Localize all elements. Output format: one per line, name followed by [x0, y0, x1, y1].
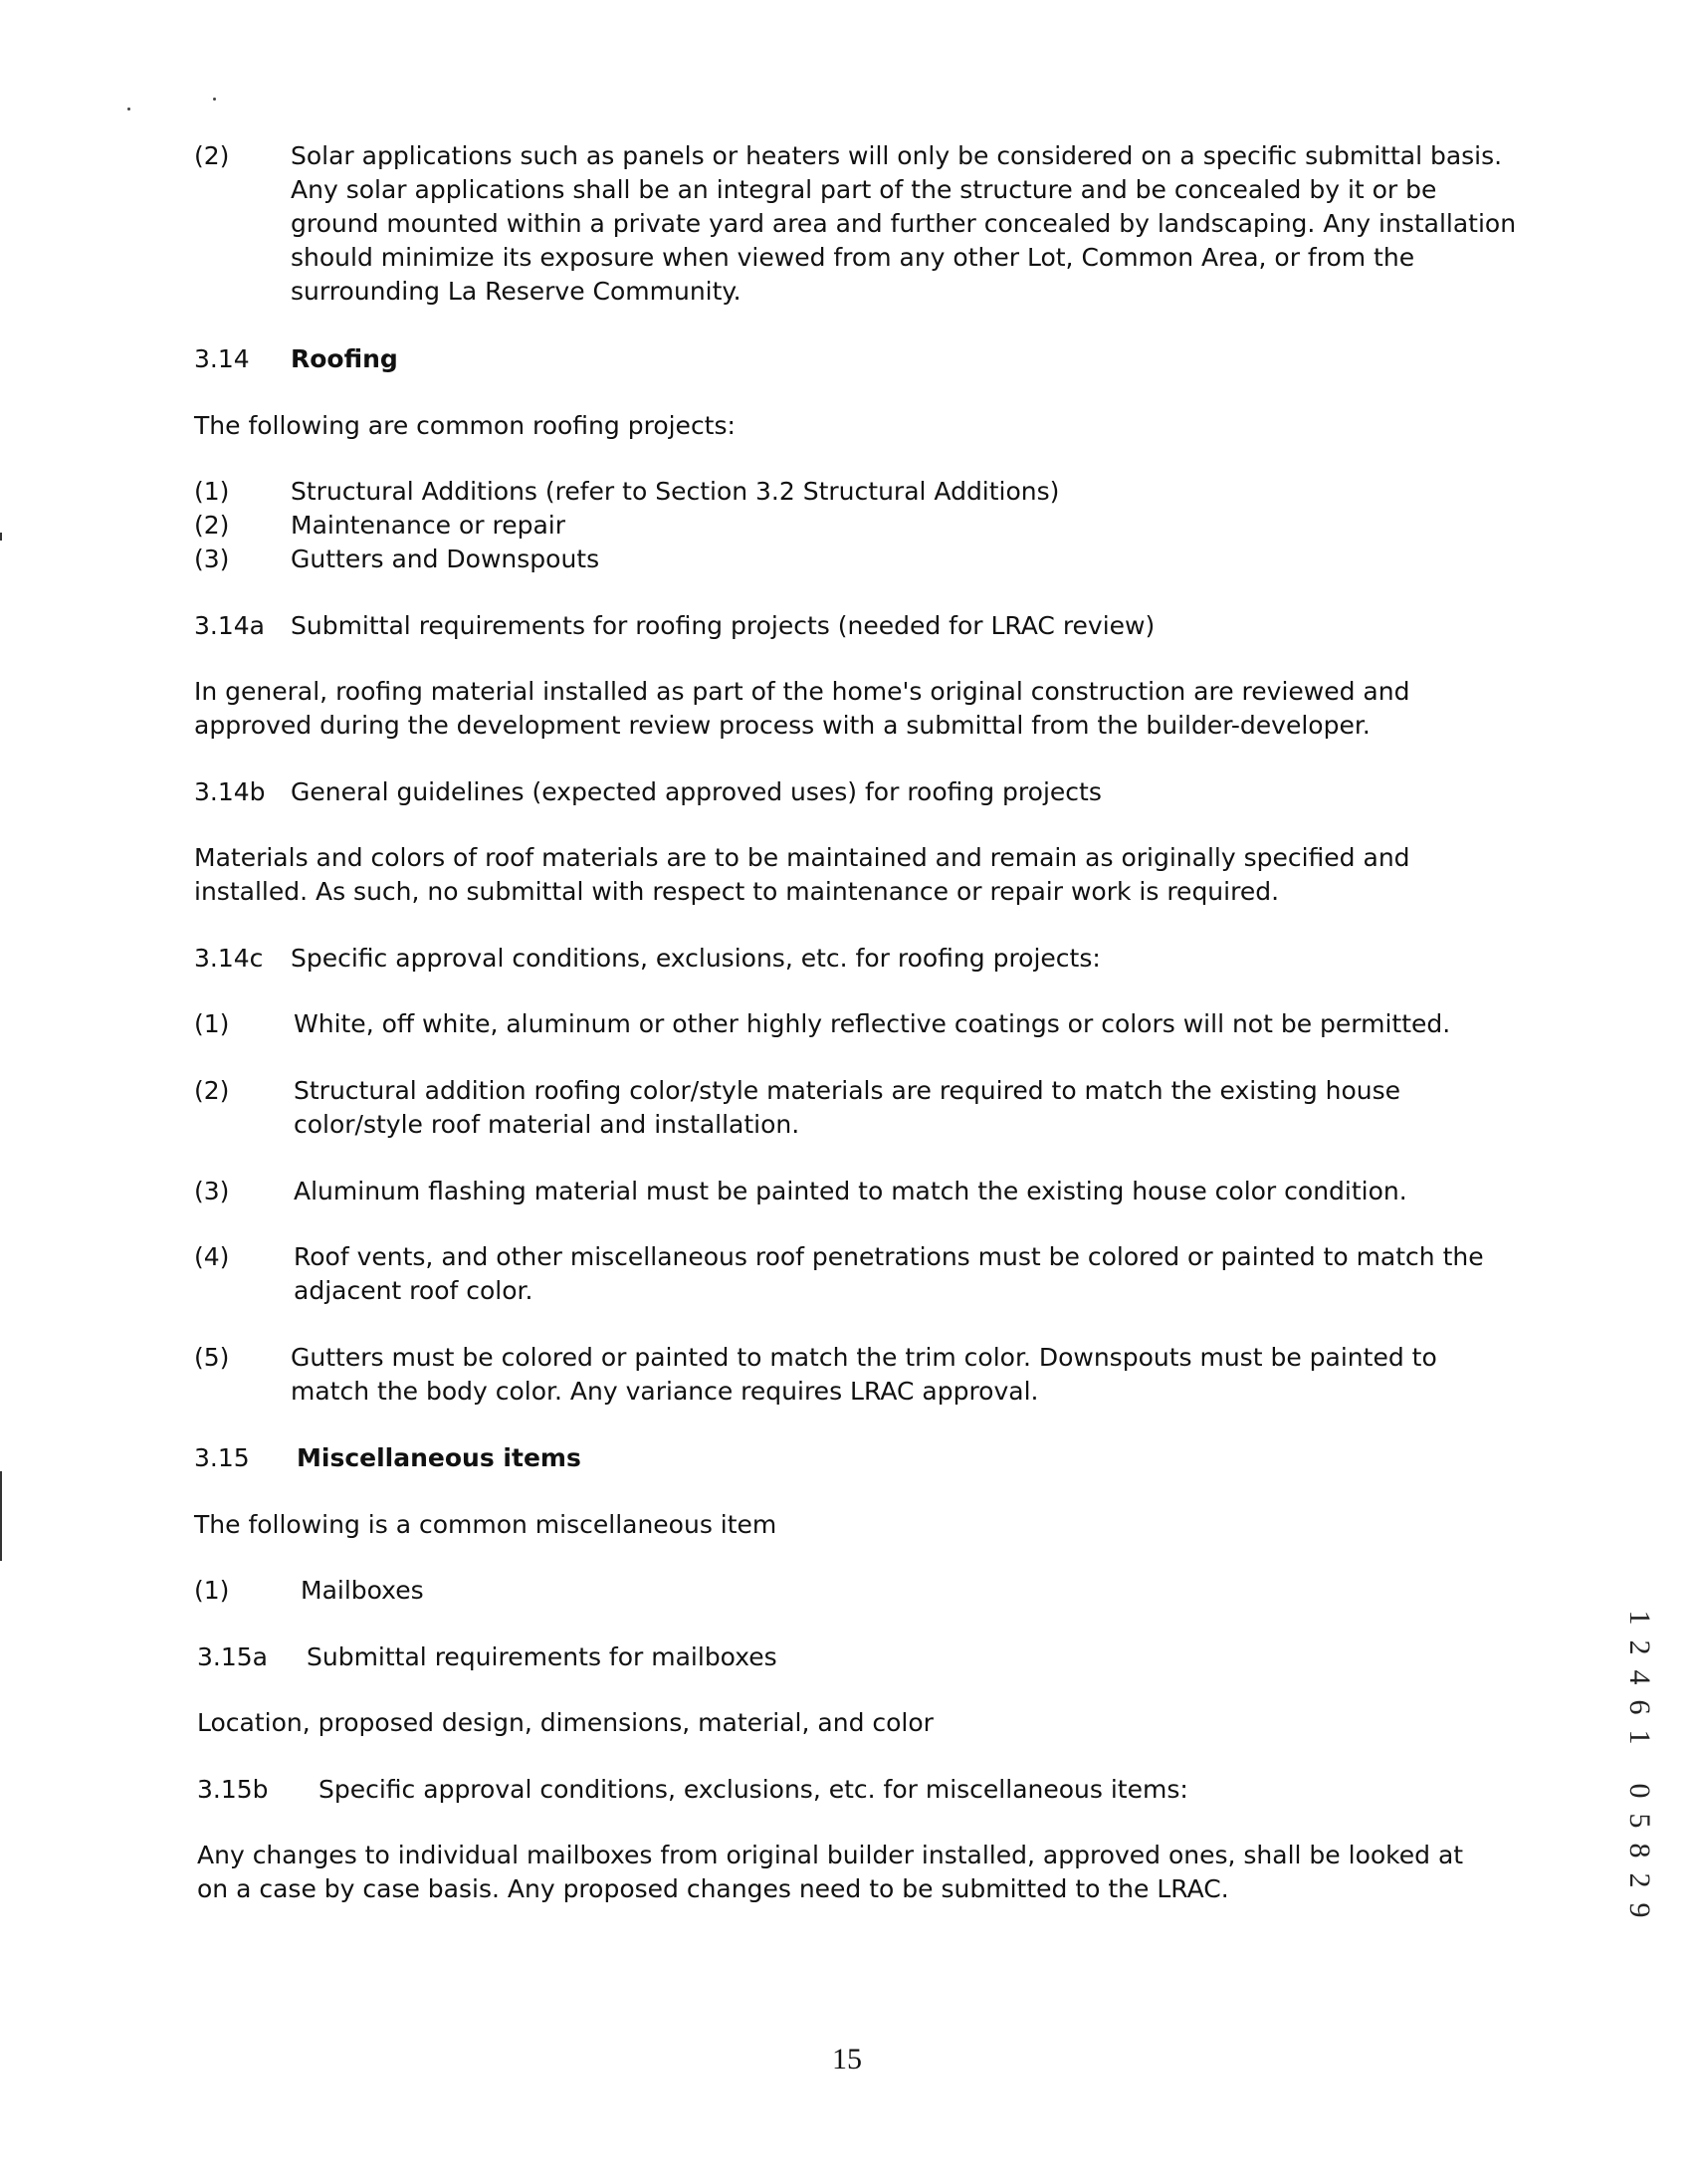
stamp-digit: 1 — [1623, 1729, 1656, 1745]
section-number: 3.14b — [194, 777, 266, 806]
section-title: General guidelines (expected approved uses) for roofing projects — [291, 777, 1102, 806]
roofing-intro: The following are common roofing projects: — [194, 411, 736, 440]
item-number: (1) — [194, 1576, 230, 1605]
item-text: Any solar applications shall be an integral part of the structure and be concealed by it or be — [291, 175, 1437, 204]
item-text: Mailboxes — [301, 1576, 424, 1605]
document-stamp — [1624, 1603, 1654, 1925]
stamp-digit: 8 — [1623, 1843, 1656, 1858]
item-number: (2) — [194, 141, 230, 170]
item-text: should minimize its exposure when viewed from any other Lot, Common Area, or from the — [291, 243, 1415, 272]
item-text: adjacent roof color. — [294, 1276, 533, 1305]
item-number: (3) — [194, 1177, 230, 1205]
page-number: 15 — [832, 2043, 862, 2075]
scan-edge-mark — [0, 1471, 2, 1561]
item-text: Structural Additions (refer to Section 3.2 Structural Additions) — [291, 477, 1060, 506]
item-text: ground mounted within a private yard area and further concealed by landscaping. Any installation — [291, 209, 1517, 238]
misc-intro: The following is a common miscellaneous item — [194, 1510, 777, 1539]
stamp-digit: 2 — [1623, 1872, 1656, 1888]
item-text: Solar applications such as panels or heaters will only be considered on a specific submittal basis. — [291, 141, 1503, 170]
item-text: color/style roof material and installation. — [294, 1110, 800, 1139]
item-text: Aluminum flashing material must be painted to match the existing house color condition. — [294, 1177, 1407, 1205]
item-number: (2) — [194, 1076, 230, 1105]
item-number: (1) — [194, 1009, 230, 1038]
stamp-digit: 0 — [1623, 1783, 1656, 1799]
item-number: (4) — [194, 1242, 230, 1271]
scan-edge-mark — [0, 533, 2, 541]
section-number: 3.15b — [197, 1775, 269, 1804]
section-title: Specific approval conditions, exclusions, etc. for roofing projects: — [291, 944, 1101, 973]
item-text: Roof vents, and other miscellaneous roof penetrations must be colored or painted to match the — [294, 1242, 1484, 1271]
para-3-15b-line-2: on a case by case basis. Any proposed changes need to be submitted to the LRAC. — [197, 1874, 1229, 1903]
section-number: 3.14c — [194, 944, 264, 973]
item-text: Maintenance or repair — [291, 511, 565, 540]
stamp-digit: 5 — [1623, 1813, 1656, 1829]
item-text: surrounding La Reserve Community. — [291, 277, 741, 306]
item-number: (1) — [194, 477, 230, 506]
item-text: Structural addition roofing color/style materials are required to match the existing house — [294, 1076, 1401, 1105]
stamp-digit: 6 — [1623, 1699, 1656, 1715]
item-text: Gutters must be colored or painted to match the trim color. Downspouts must be painted to — [291, 1343, 1437, 1372]
item-text: White, off white, aluminum or other highly reflective coatings or colors will not be permitted. — [294, 1009, 1451, 1038]
para-3-15a: Location, proposed design, dimensions, material, and color — [197, 1708, 934, 1737]
para-3-14b-line-1: Materials and colors of roof materials are to be maintained and remain as originally specified and — [194, 843, 1410, 872]
item-text: match the body color. Any variance requires LRAC approval. — [291, 1377, 1039, 1406]
scan-speck — [213, 98, 216, 101]
section-number: 3.14a — [194, 611, 265, 640]
section-title: Specific approval conditions, exclusions, etc. for miscellaneous items: — [318, 1775, 1188, 1804]
scan-speck — [127, 108, 130, 110]
section-title: Miscellaneous items — [297, 1443, 581, 1472]
item-number: (3) — [194, 545, 230, 573]
stamp-gap — [1627, 1749, 1651, 1779]
section-number: 3.15 — [194, 1443, 250, 1472]
section-number: 3.15a — [197, 1642, 268, 1671]
para-3-14a-line-2: approved during the development review process with a submittal from the builder-developer. — [194, 711, 1371, 740]
stamp-digit: 9 — [1623, 1902, 1656, 1918]
stamp-digit: 1 — [1623, 1610, 1656, 1626]
para-3-14a-line-1: In general, roofing material installed as part of the home's original construction are reviewed and — [194, 677, 1410, 706]
section-title: Submittal requirements for mailboxes — [307, 1642, 777, 1671]
item-text: Gutters and Downspouts — [291, 545, 600, 573]
stamp-digit: 4 — [1623, 1669, 1656, 1685]
para-3-14b-line-2: installed. As such, no submittal with respect to maintenance or repair work is required. — [194, 877, 1280, 906]
item-number: (2) — [194, 511, 230, 540]
stamp-digit: 2 — [1623, 1639, 1656, 1655]
para-3-15b-line-1: Any changes to individual mailboxes from original builder installed, approved ones, shall be looked at — [197, 1841, 1464, 1869]
section-number: 3.14 — [194, 344, 250, 373]
section-title: Roofing — [291, 344, 398, 373]
item-number: (5) — [194, 1343, 230, 1372]
section-title: Submittal requirements for roofing projects (needed for LRAC review) — [291, 611, 1156, 640]
